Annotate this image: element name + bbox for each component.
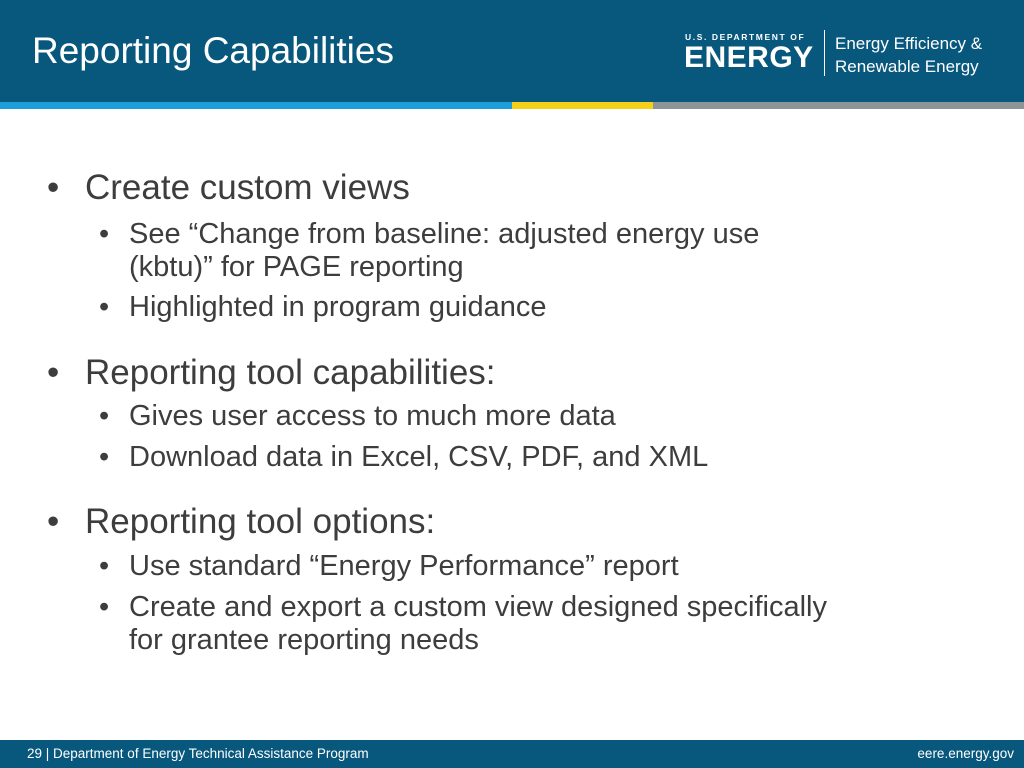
eere-office-line2: Renewable Energy	[835, 57, 979, 76]
sub-bullet-text	[129, 591, 827, 657]
bullet-dot: •	[47, 168, 60, 207]
sub-bullet-line: Create and export a custom view designed specifically	[129, 591, 827, 623]
sub-bullet-line: See “Change from baseline: adjusted energy use	[129, 218, 760, 250]
sub-bullet-line: for grantee reporting needs	[129, 624, 479, 656]
bullet-text: Reporting tool capabilities:	[85, 353, 496, 392]
accent-stripe-yellow	[512, 102, 653, 109]
sub-bullet-dot: •	[99, 291, 110, 323]
footer-page-info: 29 | Department of Energy Technical Assistance Program	[27, 746, 369, 761]
logo-divider	[824, 30, 825, 76]
bullet-dot: •	[47, 353, 60, 392]
sub-bullet-text: Highlighted in program guidance	[129, 291, 547, 323]
slide-title: Reporting Capabilities	[32, 30, 394, 71]
sub-bullet-dot: •	[99, 218, 110, 250]
sub-bullet-dot: •	[99, 441, 110, 473]
slide-footer	[0, 740, 1024, 768]
sub-bullet-text: Use standard “Energy Performance” report	[129, 550, 679, 582]
logo-department-line: U.S. DEPARTMENT OF	[685, 32, 806, 42]
footer-website: eere.energy.gov	[917, 746, 1014, 761]
sub-bullet-dot: •	[99, 591, 110, 623]
logo-energy-word: ENERGY	[684, 41, 814, 74]
sub-bullet-dot: •	[99, 550, 110, 582]
sub-bullet-dot: •	[99, 400, 110, 432]
sub-bullet-line: (kbtu)” for PAGE reporting	[129, 251, 464, 283]
bullet-text: Create custom views	[85, 168, 410, 207]
bullet-dot: •	[47, 502, 60, 541]
sub-bullet-text: Download data in Excel, CSV, PDF, and XML	[129, 441, 709, 473]
sub-bullet-text	[129, 218, 759, 284]
bullet-text: Reporting tool options:	[85, 502, 436, 541]
eere-office-line1: Energy Efficiency &	[835, 34, 983, 53]
sub-bullet-text: Gives user access to much more data	[129, 400, 616, 432]
accent-stripe-blue	[0, 102, 512, 109]
eere-office-name	[835, 32, 982, 78]
accent-stripe-gray	[653, 102, 1024, 109]
